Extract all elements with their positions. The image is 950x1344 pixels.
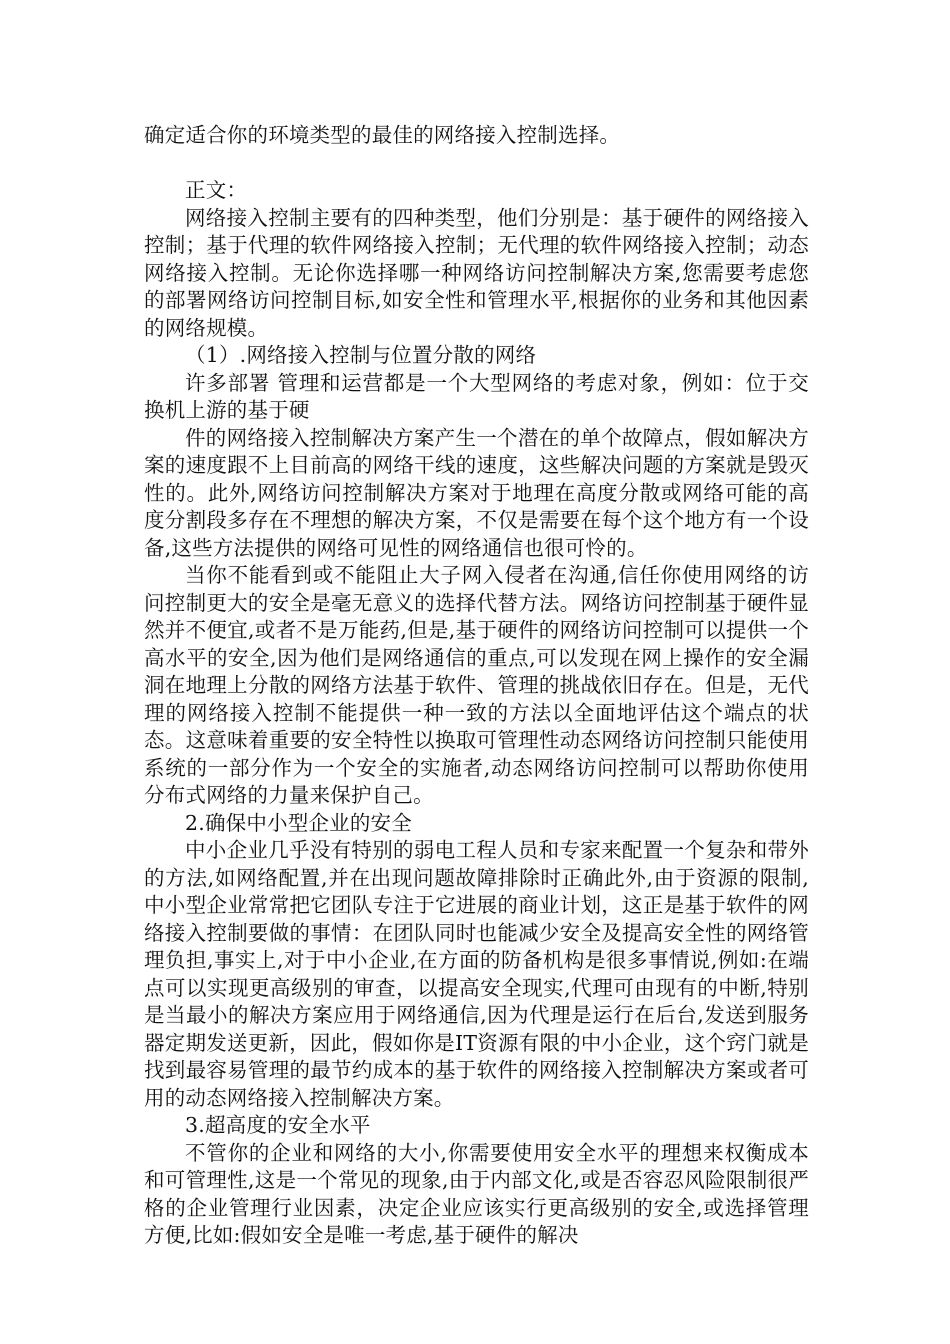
paragraph-types: 网络接入控制主要有的四种类型，他们分别是：基于硬件的网络接入控制；基于代理的软件网络接入控制；无代理的软件网络接入控制；动态网络接入控制。无论你选择哪一种网络访问控制解决方案,您需要考虑您的部署网络访问控制目标,如安全性和管理水平,根据你的业务和其他因素的网络规模。	[144, 205, 809, 340]
body-label: 正文：	[185, 178, 248, 202]
paragraph-1a: 许多部署 管理和运营都是一个大型网络的考虑对象，例如：位于交换机上游的基于硬	[144, 370, 809, 422]
section-heading-3: 3.超高度的安全水平	[185, 1113, 371, 1137]
paragraph-3: 不管你的企业和网络的大小,你需要使用安全水平的理想来权衡成本和可管理性,这是一个常见的现象,由于内部文化,或是否容忍风险限制很严格的企业管理行业因素，决定企业应该实行更高级别的安全,或选择管理方便,比如:假如安全是唯一考虑,基于硬件的解决	[144, 1140, 809, 1247]
document-body	[144, 122, 809, 1250]
paragraph-1b: 件的网络接入控制解决方案产生一个潜在的单个故障点，假如解决方案的速度跟不上目前高的网络干线的速度，这些解决问题的方案就是毁灭性的。此外,网络访问控制解决方案对于地理在高度分散或网络可能的高度分割段多存在不理想的解决方案，不仅是需要在每个这个地方有一个设备,这些方法提供的网络可见性的网络通信也很可怜的。	[144, 425, 809, 560]
paragraph-1c: 当你不能看到或不能阻止大子网入侵者在沟通,信任你使用网络的访问控制更大的安全是毫无意义的选择代替方法。网络访问控制基于硬件显然并不便宜,或者不是万能药,但是,基于硬件的网络访问控制可以提供一个高水平的安全,因为他们是网络通信的重点,可以发现在网上操作的安全漏洞在地理上分散的网络方法基于软件、管理的挑战依旧存在。但是，无代理的网络接入控制不能提供一种一致的方法以全面地评估这个端点的状态。这意味着重要的安全特性以换取可管理性动态网络访问控制只能使用系统的一部分作为一个安全的实施者,动态网络访问控制可以帮助你使用分布式网络的力量来保护自己。	[144, 563, 809, 807]
section-heading-1: （1）.网络接入控制与位置分散的网络	[185, 343, 537, 367]
section-heading-2: 2.确保中小型企业的安全	[185, 810, 412, 835]
paragraph-2: 中小企业几乎没有特别的弱电工程人员和专家来配置一个复杂和带外的方法,如网络配置,并在出现问题故障排除时正确此外,由于资源的限制,中小型企业常常把它团队专注于它进展的商业计划，这正是基于软件的网络接入控制要做的事情：在团队同时也能减少安全及提高安全性的网络管理负担,事实上,对于中小企业,在方面的防备机构是很多事情说,例如:在端点可以实现更高级别的审查，以提高安全现实,代理可由现有的中断,特别是当最小的解决方案应用于网络通信,因为代理是运行在后台,发送到服务器定期发送更新，因此，假如你是IT资源有限的中小企业，这个窍门就是找到最容易管理的最节约成本的基于软件的网络接入控制解决方案或者可用的动态网络接入控制解决方案。	[144, 838, 809, 1110]
intro-tail-line: 确定适合你的环境类型的最佳的网络接入控制选择。	[144, 123, 621, 147]
